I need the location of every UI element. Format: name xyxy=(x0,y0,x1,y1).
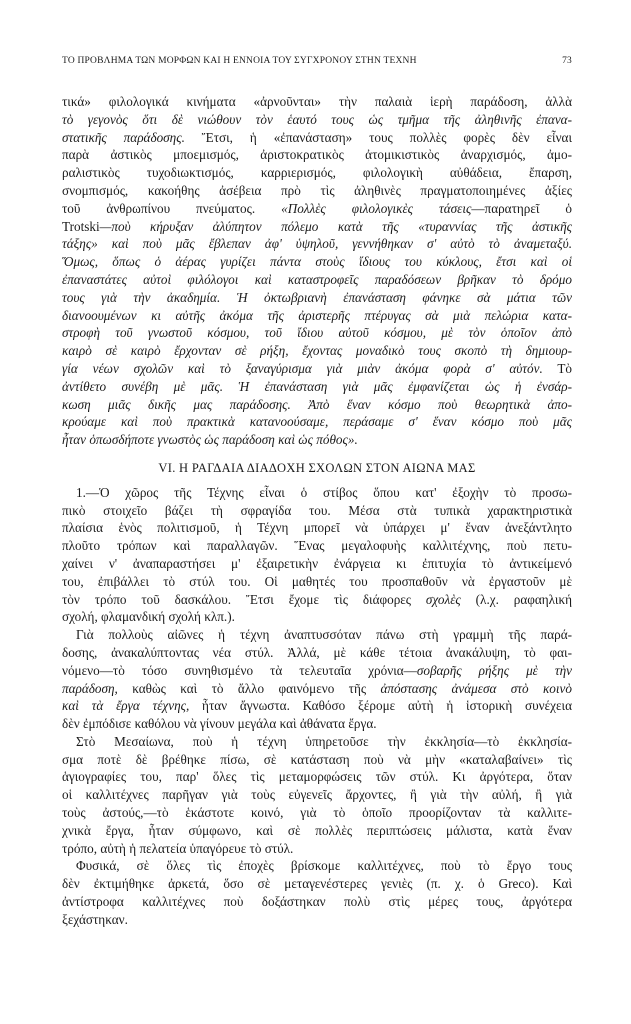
text-span: δοσης, ἀνακαλύπτοντας νέα στύλ. Ἀλλά, μὲ κάθε τέτοια ἀνακάλυψη, τὸ φαι- xyxy=(62,644,572,660)
text-span: ἁγιογραφίες του, παρ' ὅλες τὶς μεταμορφώσεις τῶν στύλ. Κι ἀργότερα, ὅταν xyxy=(62,769,572,785)
section-heading: VI. Η ΡΑΓΔΑΙΑ ΔΙΑΔΟΧΗ ΣΧΟΛΩΝ ΣΤΟΝ ΑΙΩΝΑ ΜΑΣ xyxy=(158,460,476,475)
text-span: χαίνει ν' ἀναπαραστήσει μ' ἐξαιρετικὴν ἐνάργεια κι ἐπιτυχία τὸ ἀντικείμενό xyxy=(62,555,572,571)
italic-span: σοβαρῆς ρήξης μὲ τὴν xyxy=(416,662,572,678)
text-line xyxy=(62,733,572,751)
text-line xyxy=(62,875,572,893)
text-line xyxy=(62,911,572,929)
text-line xyxy=(62,751,572,769)
text-line xyxy=(62,804,572,822)
text-span: σχολή, φλαμανδική σχολή κλπ.). xyxy=(62,609,235,625)
italic-span: «Πολλὲς φιλολογικὲς τάσεις xyxy=(281,200,472,216)
paragraph-3 xyxy=(62,733,572,858)
text-line xyxy=(62,715,572,733)
italic-span: Ἡ ἐπανάσταση γιὰ μᾶς ἐμφανίζεται ὡς ἡ ἐνσάρ- xyxy=(223,378,572,394)
text-line xyxy=(62,289,572,307)
italic-span: παράδοση, xyxy=(62,680,118,696)
page-number: 73 xyxy=(562,56,572,66)
text-span: τρόπο, αὐτὴ ἡ πελατεία ὑπαγόρευε τὸ στύλ. xyxy=(62,840,294,856)
text-span: σμα ποτὲ δὲ βρέθηκε πίσω, σὲ κατάσταση ποὺ νὰ μὴν «καταλαβαίνει» τὶς xyxy=(62,751,572,767)
text-line xyxy=(62,893,572,911)
text-span: ξεχάστηκαν. xyxy=(62,911,128,927)
italic-span: γία νέων σχολῶν καὶ τὸ ξαναγύρισμα γιὰ μιὰν ἀκόμα φορὰ σ' αὐτόν. xyxy=(62,360,543,376)
text-line xyxy=(62,626,572,644)
text-line xyxy=(62,840,572,858)
paragraph-2 xyxy=(62,626,572,733)
text-span: τικά» φιλολογικά κινήματα «ἀρνοῦνται» τὴν παλαιὰ ἱερὴ παράδοση, ἀλλὰ xyxy=(62,94,572,109)
paragraph-4 xyxy=(62,857,572,928)
text-span: τοὺς ἀστούς,—τὸ ἑκάστοτε κοινό, γιὰ τὸ ὁποῖο προορίζονταν τὰ καλλιτε- xyxy=(62,805,572,821)
text-span: ἦταν ἄγνωστα. Καθόσο ξέρομε αὐτὴ ἡ ἱστορικὴ συνέχεια xyxy=(189,698,572,714)
text-line xyxy=(62,129,572,147)
text-line xyxy=(62,253,572,271)
italic-span: Ἀπὸ ἕναν κόσμο ποὺ θεωρητικὰ ἀπο- xyxy=(290,396,573,412)
italic-span: τους γιὰ τὴν ἀκαδημία. xyxy=(62,289,221,305)
text-line xyxy=(62,768,572,786)
italic-span: στατικῆς παράδοσης. xyxy=(62,129,185,145)
italic-span: σχολὲς xyxy=(425,591,461,607)
text-span: (λ.χ. ραφαηλική xyxy=(460,591,572,607)
text-line xyxy=(62,396,572,414)
text-line xyxy=(62,111,572,129)
text-line xyxy=(62,182,572,200)
text-line xyxy=(62,360,572,378)
running-title: ΤΟ ΠΡΟΒΛΗΜΑ ΤΩΝ ΜΟΡΦΩΝ ΚΑΙ Η ΕΝΝΟΙΑ ΤΟΥ ΣΥΓΧΡΟΝΟΥ ΣΤΗΝ ΤΕΧΝΗ xyxy=(62,56,417,66)
text-span: τοῦ ἀνθρωπίνου πνεύματος. xyxy=(62,200,282,216)
text-span: Στὸ Μεσαίωνα, ποὺ ἡ τέχνη ὑπηρετοῦσε τὴν ἐκκλησία—τὸ ἐκκλησία- xyxy=(76,733,572,749)
text-line xyxy=(62,342,572,360)
text-line xyxy=(62,271,572,289)
text-line xyxy=(62,591,572,609)
text-span: πλαίσια ἑνὸς πολιτισμοῦ, ἡ Τέχνη μπορεῖ νὰ ὑπάρχει μ' ἕναν ἀνεξάντλητο xyxy=(62,520,572,536)
text-span: σνομπισμός, κακοήθης ἀσέβεια πρὸ τὶς ἀληθινὲς πραγματοποιημένες ἀξίες xyxy=(62,182,572,198)
text-line xyxy=(62,680,572,698)
main-text xyxy=(62,93,572,929)
text-line xyxy=(62,519,572,537)
italic-span: ἀντίθετο συνέβη μὲ μᾶς. xyxy=(62,378,223,394)
text-line xyxy=(62,200,572,218)
text-span: τὸν τρόπο τοῦ δασκάλου. Ἔτσι ἔχομε τὶς διάφορες xyxy=(62,591,426,607)
text-span: του, ἐπιβάλλει τὸ στύλ του. Οἱ μαθητές του προσπαθοῦν νὰ ἐργαστοῦν μὲ xyxy=(62,573,572,589)
text-line xyxy=(62,484,572,502)
text-line xyxy=(62,307,572,325)
text-span: παρὰ ἀστικὸς μποεμισμός, ἀριστοκρατικὸς ἀτομικιστικὸς ἀναρχισμός, ἀμο- xyxy=(62,147,572,163)
text-span: πικὸ στοιχεῖο βάζει τὴ σφραγίδα του. Μέσα στὰ τυπικὰ χαρακτηριστικὰ xyxy=(62,502,572,518)
text-span: πλοῦτο τρόπων καὶ παραλλαγῶν. Ἕνας μεγαλοφυὴς καλλιτέχνης, ποὺ πετυ- xyxy=(62,538,572,554)
text-line xyxy=(62,235,572,253)
text-span: Φυσικά, σὲ ὅλες τὶς ἐποχὲς βρίσκομε καλλιτέχνες, ποὺ τὸ ἔργο τους xyxy=(76,858,572,874)
text-line xyxy=(62,857,572,875)
text-span: 1.—Ὁ χῶρος τῆς Τέχνης εἶναι ὁ στίβος ὅπου κατ' ἐξοχὴν τὸ προσω- xyxy=(76,484,572,500)
italic-span: διανοουμένων κι αὐτῆς ἀκόμα τῆς ἀριστερῆς πτέρυγας σὰ μιὰ πελώρια κατα- xyxy=(62,307,572,323)
text-span: ραλιστικὸς τυχοδιωκτισμός, καρριερισμός, φιλολογικὴ αὐθάδεια, ἔπαρση, xyxy=(62,165,572,181)
text-line xyxy=(62,537,572,555)
text-span: δὲν ἐκτιμήθηκε ἀρκετά, ὅσο σὲ μεταγενέστερες γενιὲς (π. χ. ὁ Greco). Καὶ xyxy=(62,876,572,892)
text-line xyxy=(62,608,572,626)
text-span: Τὸ xyxy=(542,360,572,376)
text-line xyxy=(62,697,572,715)
text-line xyxy=(62,644,572,662)
text-span: νόμενο—τὸ τόσο συνηθισμένο τὰ τελευταῖα χρόνια— xyxy=(62,662,417,678)
text-span: χνικὰ ἔργα, ἦταν σύμφωνο, καὶ σὲ πολλὲς περιπτώσεις μάλιστα, κατὰ ἕναν xyxy=(62,822,572,838)
italic-span: —ποὺ κήρυξαν ἀλύπητον πόλεμο κατὰ τῆς «τυραννίας τῆς ἀστικῆς xyxy=(99,218,572,234)
text-span: Trotski xyxy=(62,218,100,234)
text-line xyxy=(62,218,572,236)
text-line xyxy=(62,786,572,804)
italic-span: καὶ τὰ ἔργα τέχνης, xyxy=(62,698,190,714)
text-line xyxy=(62,431,572,449)
text-line xyxy=(62,413,572,431)
italic-span: ἐπαναστάτες αὐτοὶ φιλόλογοι καὶ καταστροφεῖς παραδόσεων βρῆκαν τὸ δρόμο xyxy=(62,271,572,287)
text-span: Γιὰ πολλοὺς αἰῶνες ἡ τέχνη ἀναπτυσσόταν πάνω στὴ γραμμὴ τῆς παρά- xyxy=(76,627,572,643)
text-span: ἀντίστροφα καλλιτέχνες ποὺ δοξάστηκαν πολὺ στὶς μέρες τους, ἀργότερα xyxy=(62,894,572,910)
text-line xyxy=(62,324,572,342)
italic-span: κωση μιᾶς δικῆς μας παράδοσης. xyxy=(62,396,291,412)
text-span: δὲν ἐμπόδισε καθόλου νὰ γίνουν μεγάλα καὶ ἀθάνατα ἔργα. xyxy=(62,716,377,732)
text-line xyxy=(62,822,572,840)
italic-span: κρούαμε καὶ ποὺ πρακτικὰ κατανοούσαμε, περάσαμε σ' ἕναν κόσμο ποὺ μᾶς xyxy=(62,414,572,430)
text-line xyxy=(62,662,572,680)
text-line xyxy=(62,146,572,164)
paragraph-quote-continuation xyxy=(62,93,572,449)
text-line xyxy=(62,555,572,573)
italic-span: τὸ γεγονὸς ὅτι δὲ νιώθουν τὸν ἑαυτό τους ὡς τμῆμα τῆς ἀληθινῆς ἐπανα- xyxy=(62,111,572,127)
italic-span: καιρὸ σὲ καιρὸ ἔρχονταν σὲ ρήξη, ἔχοντας μοναδικὸ τους σκοπὸ τὴ δημιουρ- xyxy=(62,343,572,359)
text-line xyxy=(62,378,572,396)
text-line xyxy=(62,502,572,520)
running-header xyxy=(62,56,572,72)
italic-span: Ἡ ὀκτωβριανὴ ἐπανάσταση φάνηκε σὰ μάτια τῶν xyxy=(220,289,573,305)
text-line xyxy=(62,93,572,111)
text-span: Ἔτσι, ἡ «ἐπανάσταση» τους πολλὲς φορὲς δὲν εἶναι xyxy=(184,129,572,145)
text-line xyxy=(62,573,572,591)
italic-span: στροφὴ τοῦ γνωστοῦ κόσμου, τοῦ ἴδιου αὐτοῦ κόσμου, μὲ τὸν ὁποῖον ἀπὸ xyxy=(62,325,572,341)
text-span: οἱ καλλιτέχνες παρῆγαν γιὰ τοὺς εὐγενεῖς ἄρχοντες, ἢ γιὰ τὴν αὐλή, ἢ γιὰ xyxy=(62,787,572,803)
italic-span: ἦταν ὁπωσδήποτε γνωστὸς ὡς παράδοση καὶ ὡς πόθος». xyxy=(62,432,358,448)
text-span: καθὼς καὶ τὸ ἄλλο φαινόμενο τῆς xyxy=(117,680,381,696)
italic-span: τάξης» καὶ ποὺ μᾶς ἔβλεπαν ἀφ' ὑψηλοῦ, γεννήθηκαν σ' αὐτὸ τὸ ἀναμεταξύ. xyxy=(62,236,572,252)
text-line xyxy=(62,164,572,182)
paragraph-1 xyxy=(62,484,572,626)
text-span: —παρατηρεῖ ὁ xyxy=(471,200,572,216)
italic-span: ἀπόστασης ἀνάμεσα στὸ κοινὸ xyxy=(380,680,572,696)
italic-span: Ὅμως, ὅπως ὁ ἀέρας γυρίζει πάντα στοὺς ἴδιους του κύκλους, ἔτσι καὶ οἱ xyxy=(62,254,572,270)
